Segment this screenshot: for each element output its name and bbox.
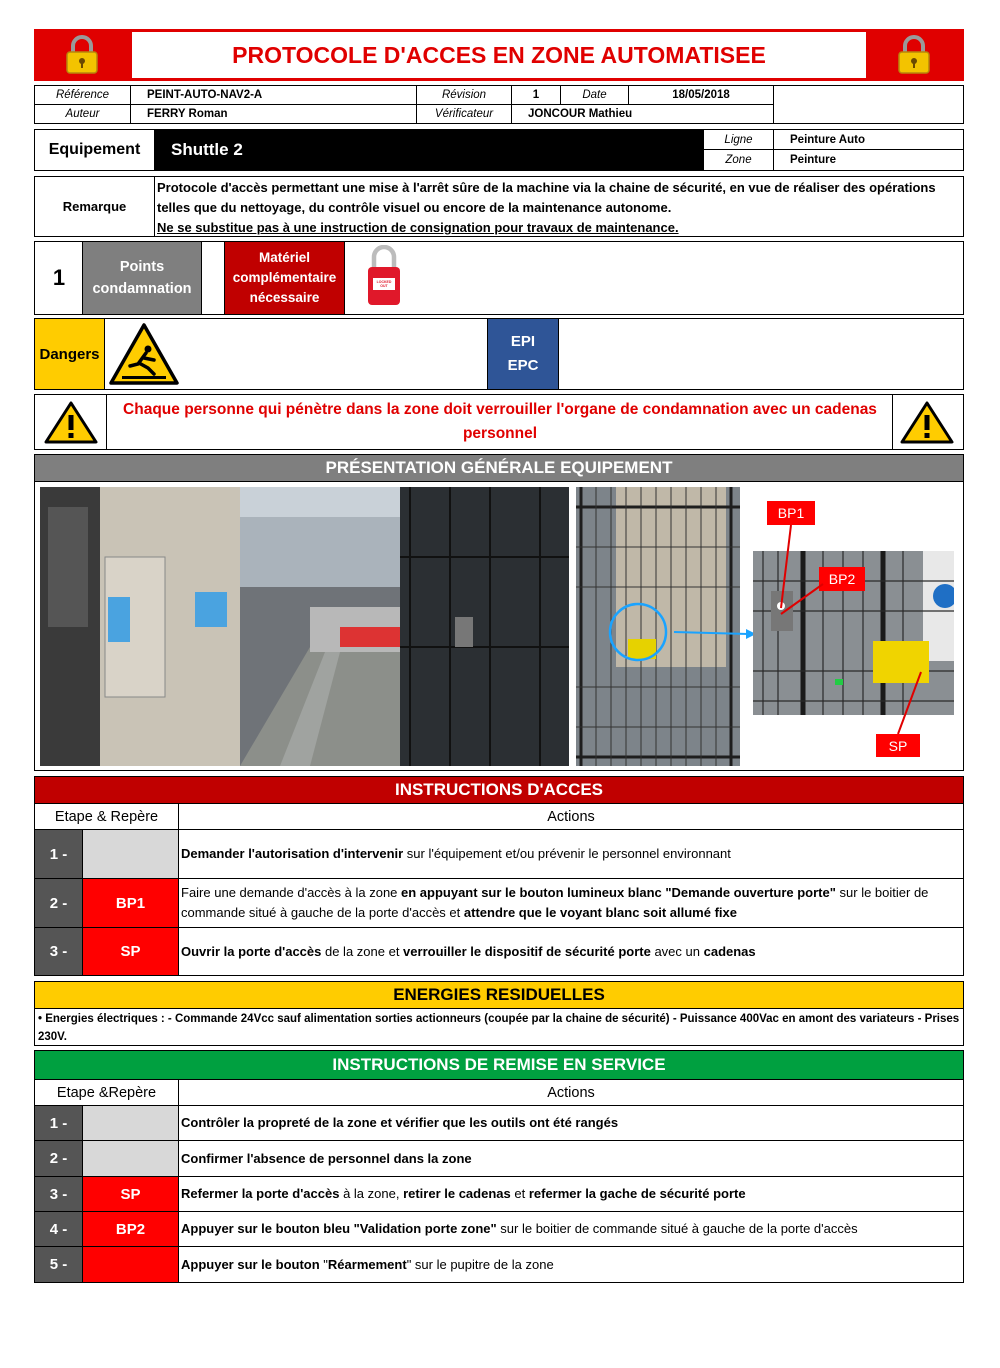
epi-epc-box — [487, 319, 559, 389]
restart-step-tag — [82, 1246, 179, 1283]
restart-step-tag — [82, 1140, 179, 1177]
restart-step-action: Appuyer sur le bouton bleu "Validation porte zone" sur le boitier de commande situé à gauche de la porte d'accès — [178, 1211, 964, 1247]
equipment-value: Shuttle 2 — [154, 129, 704, 171]
line-value: Peinture Auto — [773, 129, 964, 150]
meta-blank-cell — [773, 85, 964, 124]
lockout-points-label: Points condamnation — [82, 242, 202, 314]
access-col-step: Etape & Repère — [34, 803, 179, 830]
restart-step-tag: BP2 — [82, 1211, 179, 1247]
warning-icon — [43, 400, 99, 445]
remark-text — [154, 176, 964, 237]
restart-title: INSTRUCTIONS DE REMISE EN SERVICE — [34, 1050, 964, 1080]
restart-step-tag: SP — [82, 1176, 179, 1212]
revision-value: 1 — [511, 85, 561, 105]
equipment-label: Equipement — [34, 129, 155, 171]
restart-step-number: 1 - — [34, 1105, 83, 1141]
restart-step-action: Appuyer sur le bouton "Réarmement" sur le pupitre de la zone — [178, 1246, 964, 1283]
restart-step-number: 3 - — [34, 1176, 83, 1212]
restart-step-action: Confirmer l'absence de personnel dans la zone — [178, 1140, 964, 1177]
epc-label: EPC — [507, 357, 539, 374]
restart-step-number: 2 - — [34, 1140, 83, 1177]
warning-icon — [899, 400, 955, 445]
lockout-count: 1 — [52, 265, 66, 290]
access-step-tag: SP — [82, 927, 179, 976]
warning-text: Chaque personne qui pénètre dans la zone doit verrouiller l'organe de condamnation avec un cadenas personnel — [123, 401, 877, 442]
access-step-number: 1 - — [34, 829, 83, 879]
restart-step-action: Contrôler la propreté de la zone et vérifier que les outils ont été rangés — [178, 1105, 964, 1141]
restart-step-action: Refermer la porte d'accès à la zone, retirer le cadenas et refermer la gache de sécurité porte — [178, 1176, 964, 1212]
zone-label: Zone — [703, 149, 774, 171]
padlock-icon — [64, 35, 100, 75]
date-value: 18/05/2018 — [628, 85, 774, 105]
remark-line: telles que du nettoyage, du contrôle visuel ou encore de la maintenance autonome. — [157, 200, 672, 215]
dangers-label: Dangers — [35, 319, 105, 389]
lockout-material-label: Matériel complémentaire nécessaire — [224, 242, 345, 314]
reference-label: Référence — [34, 85, 131, 105]
header-title-box — [132, 32, 866, 78]
access-step-number: 3 - — [34, 927, 83, 976]
presentation-title: PRÉSENTATION GÉNÉRALE EQUIPEMENT — [34, 454, 964, 482]
access-title: INSTRUCTIONS D'ACCES — [34, 776, 964, 804]
author-label: Auteur — [34, 104, 131, 124]
access-col-actions: Actions — [178, 803, 964, 830]
access-step-tag — [82, 829, 179, 879]
verifier-label: Vérificateur — [416, 104, 512, 124]
restart-step-tag — [82, 1105, 179, 1141]
equipment-overview-photo — [40, 487, 569, 766]
revision-label: Révision — [416, 85, 512, 105]
remark-line: Protocole d'accès permettant une mise à l'arrêt sûre de la machine via la chaine de sécurité, en vue de réaliser des opérations — [157, 180, 936, 195]
energies-text: • Energies électriques : - Commande 24Vcc sauf alimentation sorties actionneurs (coupée par la chaine de sécurité) - Puissance 400Vac en amont des variateurs - Prises 230V. — [34, 1008, 964, 1046]
reference-value: PEINT-AUTO-NAV2-A — [130, 85, 417, 105]
date-label: Date — [560, 85, 629, 105]
epi-label: EPI — [510, 333, 536, 350]
access-step-action: Demander l'autorisation d'intervenir sur l'équipement et/ou prévenir le personnel environnant — [178, 829, 964, 879]
callout-bp1: BP1 — [767, 501, 815, 525]
callout-leader-lines — [753, 520, 954, 736]
access-step-number: 2 - — [34, 878, 83, 928]
restart-step-number: 5 - — [34, 1246, 83, 1283]
remark-label: Remarque — [34, 176, 155, 237]
remark-warning-line: Ne se substitue pas à une instruction de consignation pour travaux de maintenance. — [157, 220, 679, 235]
callout-bp2: BP2 — [819, 567, 865, 591]
restart-col-actions: Actions — [178, 1079, 964, 1106]
line-label: Ligne — [703, 129, 774, 150]
red-padlock-icon — [366, 245, 402, 307]
author-value: FERRY Roman — [130, 104, 417, 124]
zoom-arrow — [672, 626, 756, 640]
access-step-action: Faire une demande d'accès à la zone en appuyant sur le bouton lumineux blanc "Demande ouverture porte" sur le boitier de commande situé à gauche de la porte d'accès et attendre que le voyant blanc soit allumé fixe — [178, 878, 964, 928]
padlock-icon — [896, 35, 932, 75]
restart-col-step: Etape &Repère — [34, 1079, 179, 1106]
verifier-value: JONCOUR Mathieu — [511, 104, 774, 124]
restart-step-number: 4 - — [34, 1211, 83, 1247]
access-step-action: Ouvrir la porte d'accès de la zone et verrouiller le dispositif de sécurité porte avec un cadenas — [178, 927, 964, 976]
zone-value: Peinture — [773, 149, 964, 171]
access-step-tag: BP1 — [82, 878, 179, 928]
page-title: PROTOCOLE D'ACCES EN ZONE AUTOMATISEE — [232, 41, 766, 68]
slip-hazard-icon — [108, 322, 180, 386]
energies-title: ENERGIES RESIDUELLES — [34, 981, 964, 1009]
callout-sp: SP — [876, 734, 920, 757]
padlock-tag-text: LOCKED OUT — [376, 280, 392, 288]
